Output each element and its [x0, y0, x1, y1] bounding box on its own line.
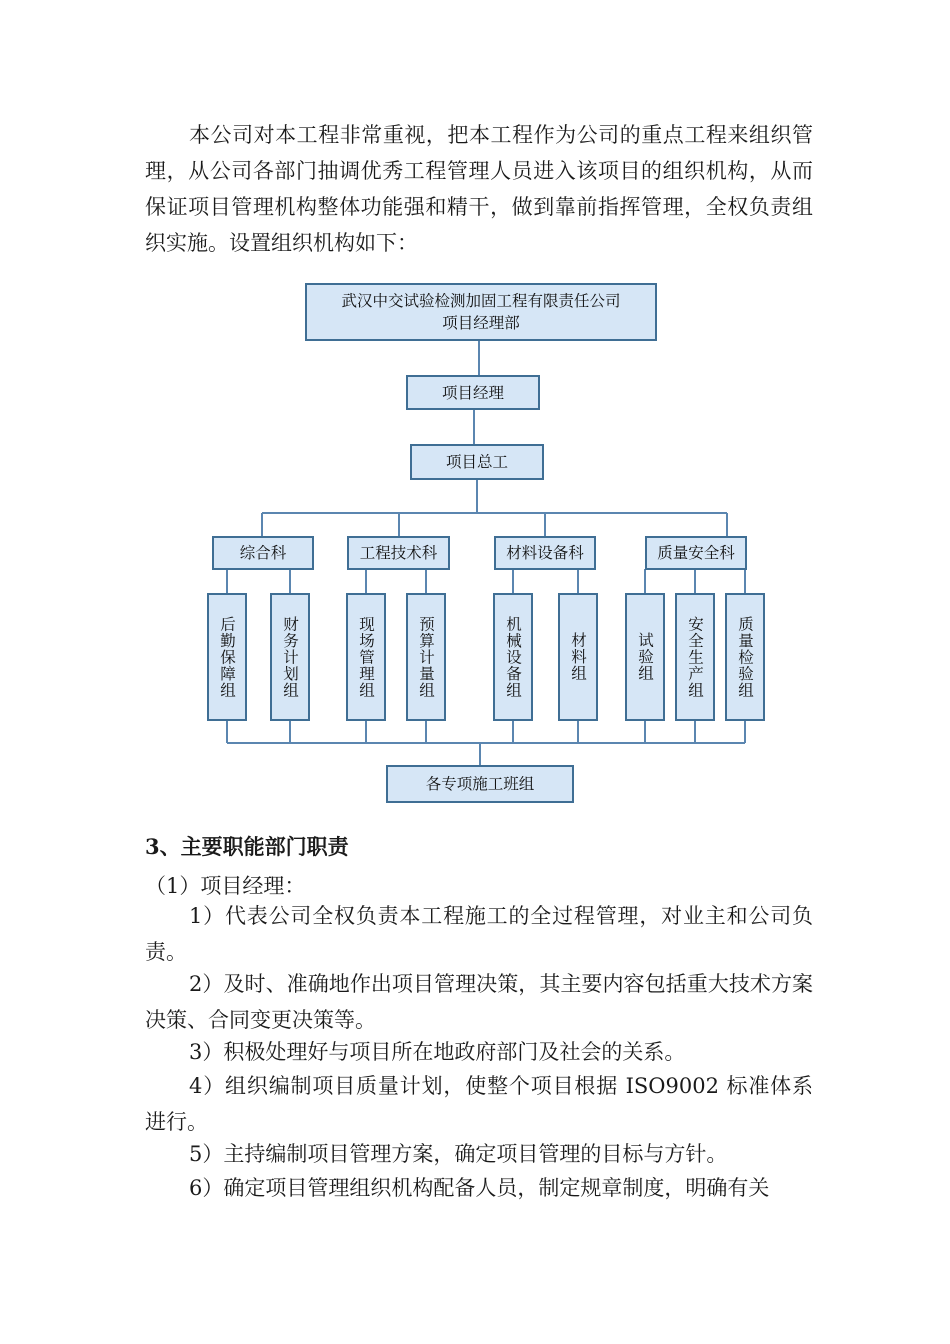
group-box-testing: 试验组	[625, 593, 665, 721]
duty-item: 3）积极处理好与项目所在地政府部门及社会的关系。	[189, 1040, 686, 1064]
group-box-logistics: 后勤保障组	[207, 593, 247, 721]
duty-item: 1）代表公司全权负责本工程施工的全过程管理，对业主和公司负责。	[145, 904, 813, 964]
group-box-machinery: 机械设备组	[493, 593, 533, 721]
org-top-line1: 武汉中交试验检测加固工程有限责任公司	[341, 292, 621, 310]
duty-item: 2）及时、准确地作出项目管理决策，其主要内容包括重大技术方案决策、合同变更决策等。	[145, 972, 813, 1032]
dept-box-general: 综合科	[212, 536, 314, 570]
intro-paragraph: 本公司对本工程非常重视，把本工程作为公司的重点工程来组织管理，从公司各部门抽调优秀工程管理人员进入该项目的组织机构，从而保证项目管理机构整体功能强和精干，做到靠前指挥管理，全权负责组织实施。设置组织机构如下：	[145, 123, 813, 255]
group-box-budget: 预算计量组	[406, 593, 446, 721]
section-heading: 3、主要职能部门职责	[145, 834, 349, 859]
org-top-box	[305, 283, 657, 341]
group-box-finance: 财务计划组	[270, 593, 310, 721]
org-manager-box: 项目经理	[406, 375, 540, 410]
sub-heading: （1）项目经理：	[145, 874, 306, 898]
group-box-safety: 安全生产组	[675, 593, 715, 721]
org-top-line2: 项目经理部	[442, 314, 520, 332]
duty-item: 6）确定项目管理组织机构配备人员，制定规章制度，明确有关	[189, 1176, 770, 1200]
dept-box-engineering: 工程技术科	[347, 536, 450, 570]
group-box-quality-inspection: 质量检验组	[725, 593, 765, 721]
org-chief-engineer-box: 项目总工	[410, 444, 544, 480]
duty-item: 5）主持编制项目管理方案，确定项目管理的目标与方针。	[189, 1142, 728, 1166]
duty-item: 4）组织编制项目质量计划，使整个项目根据 ISO9002 标准体系进行。	[145, 1074, 813, 1134]
group-box-site-management: 现场管理组	[346, 593, 386, 721]
dept-box-materials: 材料设备科	[494, 536, 596, 570]
dept-box-quality-safety: 质量安全科	[645, 536, 747, 570]
org-bottom-box: 各专项施工班组	[386, 765, 574, 803]
group-box-materials: 材料组	[558, 593, 598, 721]
